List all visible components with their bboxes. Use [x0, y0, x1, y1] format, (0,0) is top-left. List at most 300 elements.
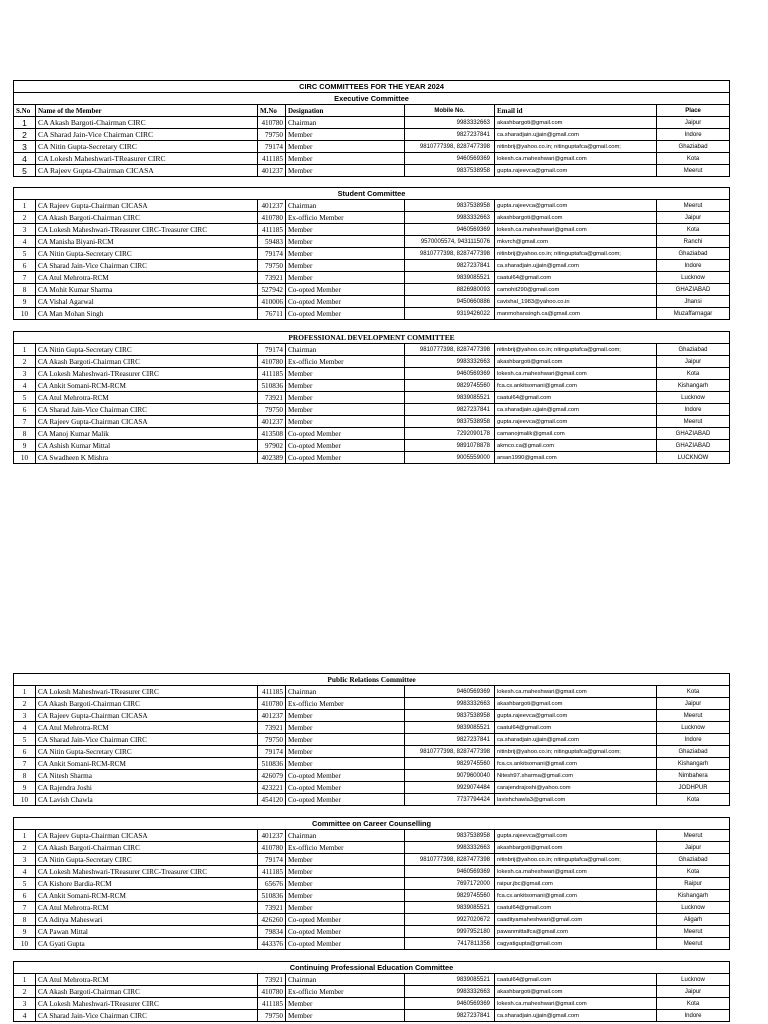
membership-no: 527942: [258, 284, 286, 296]
header-designation: Designation: [286, 105, 405, 117]
sno: 1: [14, 974, 36, 986]
member-name: CA Sharad Jain-Vice Chairman CIRC: [36, 404, 258, 416]
membership-no: 79750: [258, 404, 286, 416]
email: arsan1990@gmail.com: [495, 452, 657, 464]
sno: 2: [14, 698, 36, 710]
designation: Ex-officio Member: [286, 356, 405, 368]
member-row: [14, 986, 730, 998]
email: nitinbrij@yahoo.co.in; nitinguptafca@gmail.com;: [495, 854, 657, 866]
member-name: CA Ankit Somani-RCM-RCM: [36, 380, 258, 392]
member-name: CA Atul Mehrotra-RCM: [36, 974, 258, 986]
sno: 2: [14, 842, 36, 854]
member-name: CA Atul Mehrotra-RCM: [36, 392, 258, 404]
sno: 2: [14, 356, 36, 368]
sno: 10: [14, 308, 36, 320]
sno: 9: [14, 440, 36, 452]
mobile: 9983332663: [405, 356, 495, 368]
mobile: 9460569369: [405, 368, 495, 380]
sno: 4: [14, 380, 36, 392]
member-row: [14, 866, 730, 878]
mobile: 9929074484: [405, 782, 495, 794]
committee-title: Executive Committee: [14, 93, 730, 105]
header-member-name: Name of the Member: [36, 105, 258, 117]
mobile: 7417811356: [405, 938, 495, 950]
email: camohit290@gmail.com: [495, 284, 657, 296]
designation: Co-opted Member: [286, 440, 405, 452]
member-name: CA Rajeev Gupta-Chairman CICASA: [36, 200, 258, 212]
member-name: CA Sharad Jain-Vice Chairman CIRC: [36, 1010, 258, 1022]
sno: 10: [14, 452, 36, 464]
member-row: [14, 830, 730, 842]
sno: 7: [14, 758, 36, 770]
designation: Member: [286, 248, 405, 260]
member-name: CA Swadheen K Mishra: [36, 452, 258, 464]
designation: Member: [286, 380, 405, 392]
sno: 1: [14, 686, 36, 698]
email: lokesh.ca.maheshwari@gmail.com: [495, 153, 657, 165]
member-name: CA Nitin Gupta-Secretary CIRC: [36, 344, 258, 356]
designation: Member: [286, 854, 405, 866]
email: akashbargoti@gmail.com: [495, 986, 657, 998]
email: caatul64@gmail.com: [495, 974, 657, 986]
email: ca.sharadjain.ujjain@gmail.com: [495, 734, 657, 746]
member-row: [14, 452, 730, 464]
member-row: [14, 380, 730, 392]
sno: 9: [14, 296, 36, 308]
sno: 10: [14, 794, 36, 806]
member-row: [14, 344, 730, 356]
mobile: 9837538958: [405, 416, 495, 428]
membership-no: 402389: [258, 452, 286, 464]
committee-block: [13, 961, 729, 1022]
member-name: CA Lavish Chawla: [36, 794, 258, 806]
sno: 5: [14, 878, 36, 890]
designation: Co-opted Member: [286, 770, 405, 782]
committee-title: Continuing Professional Education Committee: [14, 962, 730, 974]
committee-title: Public Relations Committee: [14, 674, 730, 686]
mobile: 9827237841: [405, 129, 495, 141]
designation: Member: [286, 404, 405, 416]
header-membership-no: M.No: [258, 105, 286, 117]
email: akmco.ca@gmail.com: [495, 440, 657, 452]
place: GHAZIABAD: [657, 440, 730, 452]
email: fca.cs.ankitsomani@gmail.com: [495, 890, 657, 902]
mobile: 9810777398, 8287477398: [405, 746, 495, 758]
member-name: CA Mohit Kumar Sharma: [36, 284, 258, 296]
email: lokesh.ca.maheshwari@gmail.com: [495, 866, 657, 878]
place: Jaipur: [657, 212, 730, 224]
membership-no: 410780: [258, 117, 286, 129]
member-name: CA Lokesh Maheshwari-TReasurer CIRC-Treasurer CIRC: [36, 866, 258, 878]
sno: 5: [14, 165, 36, 177]
member-row: [14, 782, 730, 794]
mobile: 9810777398, 8287477398: [405, 344, 495, 356]
mobile: 9460569369: [405, 686, 495, 698]
membership-no: 411185: [258, 224, 286, 236]
membership-no: 76711: [258, 308, 286, 320]
mobile: 9460569369: [405, 866, 495, 878]
sno: 3: [14, 854, 36, 866]
membership-no: 411185: [258, 686, 286, 698]
sno: 8: [14, 284, 36, 296]
member-row: [14, 212, 730, 224]
designation: Member: [286, 710, 405, 722]
committee-title: Committee on Career Counselling: [14, 818, 730, 830]
mobile: 8826980093: [405, 284, 495, 296]
designation: Member: [286, 368, 405, 380]
member-row: [14, 902, 730, 914]
email: nitinbrij@yahoo.co.in; nitinguptafca@gmail.com;: [495, 344, 657, 356]
mobile: 9810777398, 8287477398: [405, 248, 495, 260]
mobile: 9837538958: [405, 710, 495, 722]
designation: Member: [286, 878, 405, 890]
email: akashbargoti@gmail.com: [495, 356, 657, 368]
email: akashbargoti@gmail.com: [495, 698, 657, 710]
membership-no: 426079: [258, 770, 286, 782]
mobile: 9460569369: [405, 998, 495, 1010]
designation: Member: [286, 1010, 405, 1022]
membership-no: 401237: [258, 830, 286, 842]
email: fca.cs.ankitsomani@gmail.com: [495, 380, 657, 392]
member-row: [14, 878, 730, 890]
sno: 2: [14, 129, 36, 141]
designation: Co-opted Member: [286, 794, 405, 806]
committee-block: [13, 673, 729, 806]
header-email: Email id: [495, 105, 657, 117]
committee-table: [13, 331, 730, 464]
membership-no: 73921: [258, 974, 286, 986]
place: Jaipur: [657, 986, 730, 998]
mobile: 9319426022: [405, 308, 495, 320]
member-row: [14, 1010, 730, 1022]
email: akashbargoti@gmail.com: [495, 842, 657, 854]
membership-no: 413508: [258, 428, 286, 440]
sno: 4: [14, 153, 36, 165]
sno: 3: [14, 998, 36, 1010]
sno: 3: [14, 224, 36, 236]
member-name: CA Ankit Somani-RCM-RCM: [36, 758, 258, 770]
mobile: 7737794424: [405, 794, 495, 806]
member-name: CA Sharad Jain-Vice Chairman CIRC: [36, 734, 258, 746]
designation: Member: [286, 758, 405, 770]
email: caatul64@gmail.com: [495, 722, 657, 734]
place: Meerut: [657, 200, 730, 212]
member-name: CA Aditya Maheswari: [36, 914, 258, 926]
place: Kota: [657, 686, 730, 698]
member-name: CA Manisha Biyani-RCM: [36, 236, 258, 248]
sno: 5: [14, 734, 36, 746]
place: Kishangarh: [657, 890, 730, 902]
designation: Co-opted Member: [286, 452, 405, 464]
member-row: [14, 914, 730, 926]
committee-block: [13, 187, 729, 320]
membership-no: 410780: [258, 986, 286, 998]
mobile: 9839085521: [405, 722, 495, 734]
member-row: [14, 440, 730, 452]
designation: Chairman: [286, 200, 405, 212]
header-sno: S.No: [14, 105, 36, 117]
sno: 4: [14, 722, 36, 734]
email: Nitesh97.sharma@gmail.com: [495, 770, 657, 782]
sno: 8: [14, 770, 36, 782]
membership-no: 510836: [258, 890, 286, 902]
sno: 7: [14, 416, 36, 428]
email: ca.sharadjain.ujjain@gmail.com: [495, 260, 657, 272]
member-row: [14, 165, 730, 177]
membership-no: 59483: [258, 236, 286, 248]
sno: 4: [14, 236, 36, 248]
member-row: [14, 260, 730, 272]
place: LUCKNOW: [657, 452, 730, 464]
email: caadityamaheshwari@gmail.com: [495, 914, 657, 926]
mobile: 9997952180: [405, 926, 495, 938]
membership-no: 401237: [258, 710, 286, 722]
email: ca.sharadjain.ujjain@gmail.com: [495, 1010, 657, 1022]
membership-no: 410780: [258, 842, 286, 854]
email: nitinbrij@yahoo.co.in; nitinguptafca@gmail.com;: [495, 141, 657, 153]
place: Ghaziabad: [657, 854, 730, 866]
membership-no: 411185: [258, 153, 286, 165]
member-row: [14, 200, 730, 212]
committee-block: [13, 80, 729, 177]
designation: Member: [286, 722, 405, 734]
place: Jaipur: [657, 356, 730, 368]
place: Lucknow: [657, 974, 730, 986]
mobile: 9839085521: [405, 902, 495, 914]
mobile: 9827237841: [405, 404, 495, 416]
committee-table: [13, 187, 730, 320]
sno: 2: [14, 986, 36, 998]
email: lokesh.ca.maheshwari@gmail.com: [495, 368, 657, 380]
place: Meerut: [657, 416, 730, 428]
designation: Ex-officio Member: [286, 986, 405, 998]
membership-no: 79174: [258, 854, 286, 866]
email: gupta.rajeevca@gmail.com: [495, 200, 657, 212]
email: cagyatigupta@gmail.com: [495, 938, 657, 950]
mobile: 9810777398, 8287477398: [405, 141, 495, 153]
member-name: CA Akash Bargoti-Chairman CIRC: [36, 986, 258, 998]
place: Jhansi: [657, 296, 730, 308]
member-row: [14, 404, 730, 416]
designation: Co-opted Member: [286, 938, 405, 950]
place: Muzaffarnagar: [657, 308, 730, 320]
header-place: Place: [657, 105, 730, 117]
designation: Member: [286, 153, 405, 165]
membership-no: 65676: [258, 878, 286, 890]
membership-no: 79750: [258, 260, 286, 272]
member-row: [14, 734, 730, 746]
designation: Co-opted Member: [286, 284, 405, 296]
membership-no: 423221: [258, 782, 286, 794]
membership-no: 411185: [258, 866, 286, 878]
email: lokesh.ca.maheshwari@gmail.com: [495, 998, 657, 1010]
place: Meerut: [657, 926, 730, 938]
sno: 10: [14, 938, 36, 950]
email: gupta.rajeevca@gmail.com: [495, 416, 657, 428]
member-name: CA Atul Mehrotra-RCM: [36, 902, 258, 914]
mobile: 9839085521: [405, 392, 495, 404]
membership-no: 510836: [258, 380, 286, 392]
member-name: CA Rajeev Gupta-Chairman CICASA: [36, 830, 258, 842]
place: Lucknow: [657, 392, 730, 404]
membership-no: 73921: [258, 722, 286, 734]
email: raipur.jbc@gmail.com: [495, 878, 657, 890]
email: cavishal_1983@yahoo.co.in: [495, 296, 657, 308]
membership-no: 73921: [258, 902, 286, 914]
place: Meerut: [657, 165, 730, 177]
member-row: [14, 296, 730, 308]
member-row: [14, 224, 730, 236]
member-row: [14, 698, 730, 710]
mobile: 9450660886: [405, 296, 495, 308]
header-mobile: Mobile No.: [405, 105, 495, 117]
place: Raipur: [657, 878, 730, 890]
designation: Chairman: [286, 344, 405, 356]
email: ca.sharadjain.ujjain@gmail.com: [495, 129, 657, 141]
member-row: [14, 129, 730, 141]
member-name: CA Nitin Gupta-Secretary CIRC: [36, 248, 258, 260]
member-name: CA Man Mohan Singh: [36, 308, 258, 320]
designation: Chairman: [286, 686, 405, 698]
email: gupta.rajeevca@gmail.com: [495, 165, 657, 177]
email: caatul64@gmail.com: [495, 392, 657, 404]
email: akashbargoti@gmail.com: [495, 212, 657, 224]
member-name: CA Lokesh Maheshwari-TReasurer CIRC: [36, 368, 258, 380]
place: Nimbahera: [657, 770, 730, 782]
header-row: [14, 105, 730, 117]
place: Indore: [657, 1010, 730, 1022]
member-row: [14, 842, 730, 854]
mobile: 9570005574, 9431115076: [405, 236, 495, 248]
membership-no: 79174: [258, 344, 286, 356]
sno: 2: [14, 212, 36, 224]
member-row: [14, 854, 730, 866]
sno: 7: [14, 902, 36, 914]
member-row: [14, 710, 730, 722]
member-row: [14, 272, 730, 284]
place: Ghaziabad: [657, 344, 730, 356]
member-row: [14, 746, 730, 758]
place: Kota: [657, 998, 730, 1010]
email: gupta.rajeevca@gmail.com: [495, 830, 657, 842]
place: Ghaziabad: [657, 141, 730, 153]
place: Ranchi: [657, 236, 730, 248]
membership-no: 401237: [258, 200, 286, 212]
membership-no: 79834: [258, 926, 286, 938]
member-row: [14, 998, 730, 1010]
member-row: [14, 416, 730, 428]
designation: Ex-officio Member: [286, 212, 405, 224]
sno: 8: [14, 428, 36, 440]
membership-no: 401237: [258, 416, 286, 428]
email: carajendrajoshi@yahoo.com: [495, 782, 657, 794]
member-name: CA Akash Bargoti-Chairman CIRC: [36, 842, 258, 854]
membership-no: 73921: [258, 272, 286, 284]
mobile: 9927020672: [405, 914, 495, 926]
mobile: 7292090178: [405, 428, 495, 440]
membership-no: 79750: [258, 129, 286, 141]
email: gupta.rajeevca@gmail.com: [495, 710, 657, 722]
email: ca.sharadjain.ujjain@gmail.com: [495, 404, 657, 416]
mobile: 9079600040: [405, 770, 495, 782]
place: Meerut: [657, 710, 730, 722]
member-name: CA Lokesh Maheshwari-TReasurer CIRC: [36, 998, 258, 1010]
email: lavishchawla3@gmail.com: [495, 794, 657, 806]
sno: 6: [14, 890, 36, 902]
designation: Co-opted Member: [286, 926, 405, 938]
designation: Member: [286, 746, 405, 758]
place: Kota: [657, 866, 730, 878]
email: manmohansingh.ca@gmail.com: [495, 308, 657, 320]
mobile: 9837538958: [405, 200, 495, 212]
member-row: [14, 248, 730, 260]
membership-no: 410006: [258, 296, 286, 308]
mobile: 9837538958: [405, 830, 495, 842]
mobile: 9837538958: [405, 165, 495, 177]
email: mkvrch@gmail.com: [495, 236, 657, 248]
sno: 1: [14, 117, 36, 129]
membership-no: 410780: [258, 212, 286, 224]
membership-no: 401237: [258, 165, 286, 177]
member-row: [14, 356, 730, 368]
sno: 5: [14, 392, 36, 404]
member-name: CA Ashish Kumar Mittal: [36, 440, 258, 452]
member-name: CA Sharad Jain-Vice Chairman CIRC: [36, 129, 258, 141]
sno: 5: [14, 248, 36, 260]
sno: 4: [14, 1010, 36, 1022]
mobile: 9983332663: [405, 698, 495, 710]
member-name: CA Lokesh Maheshwari-TReasurer CIRC: [36, 686, 258, 698]
mobile: 9460569369: [405, 153, 495, 165]
membership-no: 79174: [258, 141, 286, 153]
designation: Ex-officio Member: [286, 842, 405, 854]
designation: Member: [286, 224, 405, 236]
designation: Member: [286, 272, 405, 284]
member-row: [14, 722, 730, 734]
member-row: [14, 890, 730, 902]
designation: Member: [286, 392, 405, 404]
member-row: [14, 926, 730, 938]
place: GHAZIABAD: [657, 284, 730, 296]
membership-no: 79174: [258, 248, 286, 260]
email: fca.cs.ankitsomani@gmail.com: [495, 758, 657, 770]
member-name: CA Rajeev Gupta-Chairman CICASA: [36, 416, 258, 428]
mobile: 9827237841: [405, 1010, 495, 1022]
designation: Member: [286, 890, 405, 902]
place: Meerut: [657, 938, 730, 950]
designation: Chairman: [286, 830, 405, 842]
sno: 7: [14, 272, 36, 284]
committee-block: [13, 817, 729, 950]
membership-no: 79750: [258, 734, 286, 746]
member-row: [14, 117, 730, 129]
member-name: CA Pawan Mittal: [36, 926, 258, 938]
sno: 9: [14, 782, 36, 794]
mobile: 9829745560: [405, 380, 495, 392]
member-row: [14, 392, 730, 404]
member-row: [14, 284, 730, 296]
place: Kota: [657, 153, 730, 165]
mobile: 7697172000: [405, 878, 495, 890]
place: Aligarh: [657, 914, 730, 926]
committee-block: [13, 331, 729, 464]
mobile: 9005559000: [405, 452, 495, 464]
member-name: CA Atul Mehrotra-RCM: [36, 722, 258, 734]
place: Indore: [657, 404, 730, 416]
designation: Member: [286, 129, 405, 141]
member-name: CA Rajeev Gupta-Chairman CICASA: [36, 710, 258, 722]
mobile: 9983332663: [405, 842, 495, 854]
